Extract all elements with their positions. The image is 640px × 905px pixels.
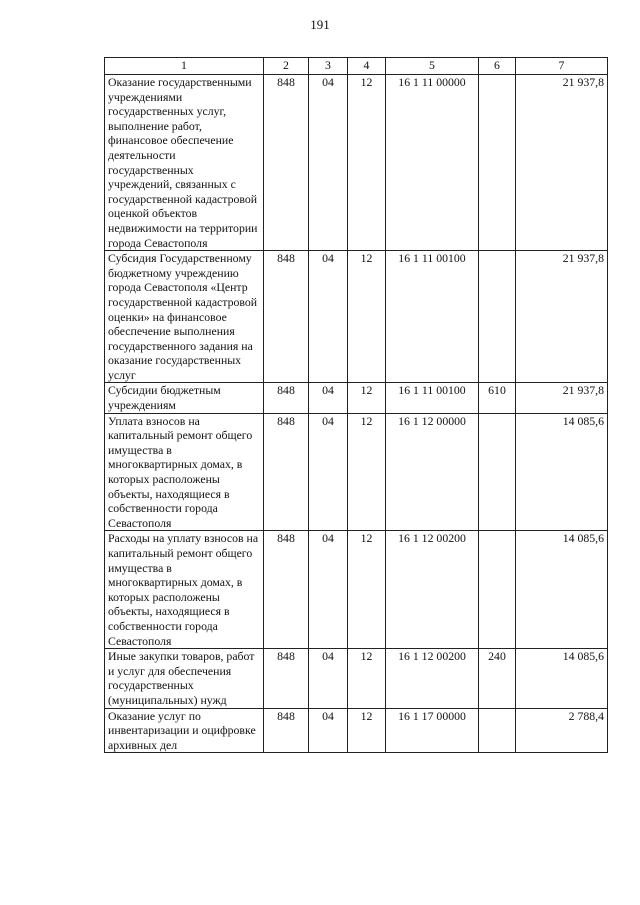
row-subsection: 12: [348, 251, 386, 383]
row-section: 04: [309, 413, 348, 531]
column-header: 4: [348, 58, 386, 75]
row-target-article: 16 1 11 00100: [386, 251, 479, 383]
row-target-article: 16 1 11 00000: [386, 75, 479, 251]
table-row: [105, 383, 608, 413]
table-row: [105, 413, 608, 531]
row-amount: 21 937,8: [516, 75, 608, 251]
column-header: 5: [386, 58, 479, 75]
row-name: Расходы на уплату взносов на капитальный ремонт общего имущества в многоквартирных домах, в которых расположены объекты, находящиеся в собственности города Севастополя: [105, 531, 264, 649]
row-expense-type: [479, 251, 516, 383]
row-name: Субсидия Государственному бюджетному учреждению города Севастополя «Центр государственной кадастровой оценки» на финансовое обеспечение выполнения государственного задания на оказание государственных услуг: [105, 251, 264, 383]
row-expense-type: [479, 708, 516, 753]
page-number: 191: [310, 17, 330, 32]
row-target-article: 16 1 12 00200: [386, 649, 479, 708]
row-code: 848: [264, 383, 309, 413]
row-amount: 14 085,6: [516, 531, 608, 649]
row-expense-type: 610: [479, 383, 516, 413]
row-expense-type: [479, 413, 516, 531]
row-expense-type: 240: [479, 649, 516, 708]
row-amount: 21 937,8: [516, 383, 608, 413]
row-name: Оказание услуг по инвентаризации и оцифровке архивных дел: [105, 708, 264, 753]
row-name: Субсидии бюджетным учреждениям: [105, 383, 264, 413]
row-name: Уплата взносов на капитальный ремонт общего имущества в многоквартирных домах, в которых расположены объекты, находящиеся в собственности города Севастополя: [105, 413, 264, 531]
row-amount: 14 085,6: [516, 413, 608, 531]
row-target-article: 16 1 12 00000: [386, 413, 479, 531]
row-expense-type: [479, 75, 516, 251]
row-target-article: 16 1 17 00000: [386, 708, 479, 753]
row-expense-type: [479, 531, 516, 649]
row-code: 848: [264, 413, 309, 531]
column-header: 3: [309, 58, 348, 75]
row-target-article: 16 1 11 00100: [386, 383, 479, 413]
table-row: [105, 75, 608, 251]
header-row: [105, 58, 608, 75]
row-name: Оказание государственными учреждениями государственных услуг, выполнение работ, финансовое обеспечение деятельности государственных учреждений, связанных с государственной кадастровой оценкой объектов недвижимости на территории города Севастополя: [105, 75, 264, 251]
row-section: 04: [309, 649, 348, 708]
table-row: [105, 649, 608, 708]
row-subsection: 12: [348, 649, 386, 708]
row-section: 04: [309, 708, 348, 753]
column-header: 1: [105, 58, 264, 75]
row-amount: 2 788,4: [516, 708, 608, 753]
row-code: 848: [264, 708, 309, 753]
row-amount: 21 937,8: [516, 251, 608, 383]
row-name: Иные закупки товаров, работ и услуг для обеспечения государственных (муниципальных) нужд: [105, 649, 264, 708]
row-subsection: 12: [348, 383, 386, 413]
row-subsection: 12: [348, 708, 386, 753]
column-header: 6: [479, 58, 516, 75]
table-row: [105, 251, 608, 383]
row-code: 848: [264, 649, 309, 708]
row-subsection: 12: [348, 413, 386, 531]
row-section: 04: [309, 383, 348, 413]
budget-table: [104, 57, 608, 753]
row-subsection: 12: [348, 531, 386, 649]
table-row: [105, 708, 608, 753]
row-target-article: 16 1 12 00200: [386, 531, 479, 649]
row-section: 04: [309, 251, 348, 383]
row-subsection: 12: [348, 75, 386, 251]
row-amount: 14 085,6: [516, 649, 608, 708]
row-code: 848: [264, 75, 309, 251]
table-row: [105, 531, 608, 649]
row-section: 04: [309, 531, 348, 649]
row-code: 848: [264, 251, 309, 383]
column-header: 2: [264, 58, 309, 75]
column-header: 7: [516, 58, 608, 75]
row-section: 04: [309, 75, 348, 251]
row-code: 848: [264, 531, 309, 649]
